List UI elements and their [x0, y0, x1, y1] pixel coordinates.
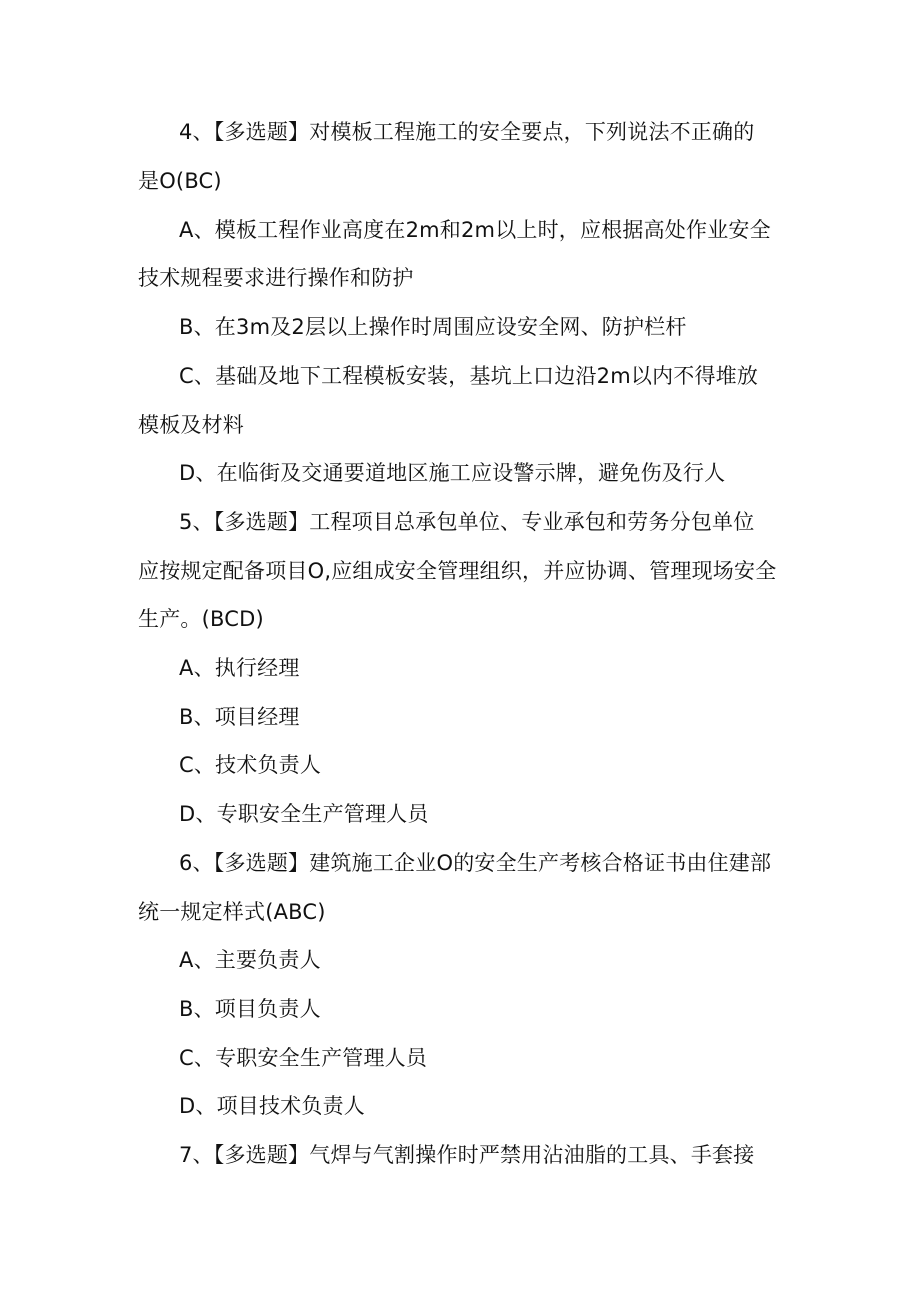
- question-5-option-b: B、项目经理: [179, 705, 300, 729]
- question-7-stem-line-1: 7、【多选题】气焊与气割操作时严禁用沾油脂的工具、手套接: [179, 1143, 755, 1167]
- question-4-option-b: B、在3m及2层以上操作时周围应设安全网、防护栏杆: [179, 315, 687, 339]
- question-4-option-a-line-2: 技术规程要求进行操作和防护: [138, 266, 414, 290]
- question-5-stem-line-3: 生产。(BCD): [138, 607, 264, 631]
- question-4-stem-line-2: 是O(BC): [138, 169, 222, 193]
- question-6-option-c: C、专职安全生产管理人员: [179, 1046, 428, 1070]
- question-5-option-c: C、技术负责人: [179, 753, 322, 777]
- question-6-stem-line-1: 6、【多选题】建筑施工企业O的安全生产考核合格证书由住建部: [179, 851, 772, 875]
- question-4-option-a-line-1: A、模板工程作业高度在2m和2m以上时，应根据高处作业安全: [179, 218, 771, 242]
- question-6-option-b: B、项目负责人: [179, 997, 321, 1021]
- question-4-option-c-line-2: 模板及材料: [138, 413, 244, 437]
- question-6-option-a: A、主要负责人: [179, 948, 321, 972]
- question-5-stem-line-1: 5、【多选题】工程项目总承包单位、专业承包和劳务分包单位: [179, 510, 755, 534]
- question-5-option-d: D、专职安全生产管理人员: [179, 802, 429, 826]
- question-4-stem-line-1: 4、【多选题】对模板工程施工的安全要点，下列说法不正确的: [179, 120, 755, 144]
- question-5-stem-line-2: 应按规定配备项目O,应组成安全管理组织，并应协调、管理现场安全: [138, 559, 777, 583]
- question-4-option-c-line-1: C、基础及地下工程模板安装，基坑上口边沿2m以内不得堆放: [179, 364, 759, 388]
- question-6-stem-line-2: 统一规定样式(ABC): [138, 900, 326, 924]
- question-4-option-d: D、在临街及交通要道地区施工应设警示牌，避免伤及行人: [179, 461, 726, 485]
- question-6-option-d: D、项目技术负责人: [179, 1094, 365, 1118]
- question-5-option-a: A、执行经理: [179, 656, 300, 680]
